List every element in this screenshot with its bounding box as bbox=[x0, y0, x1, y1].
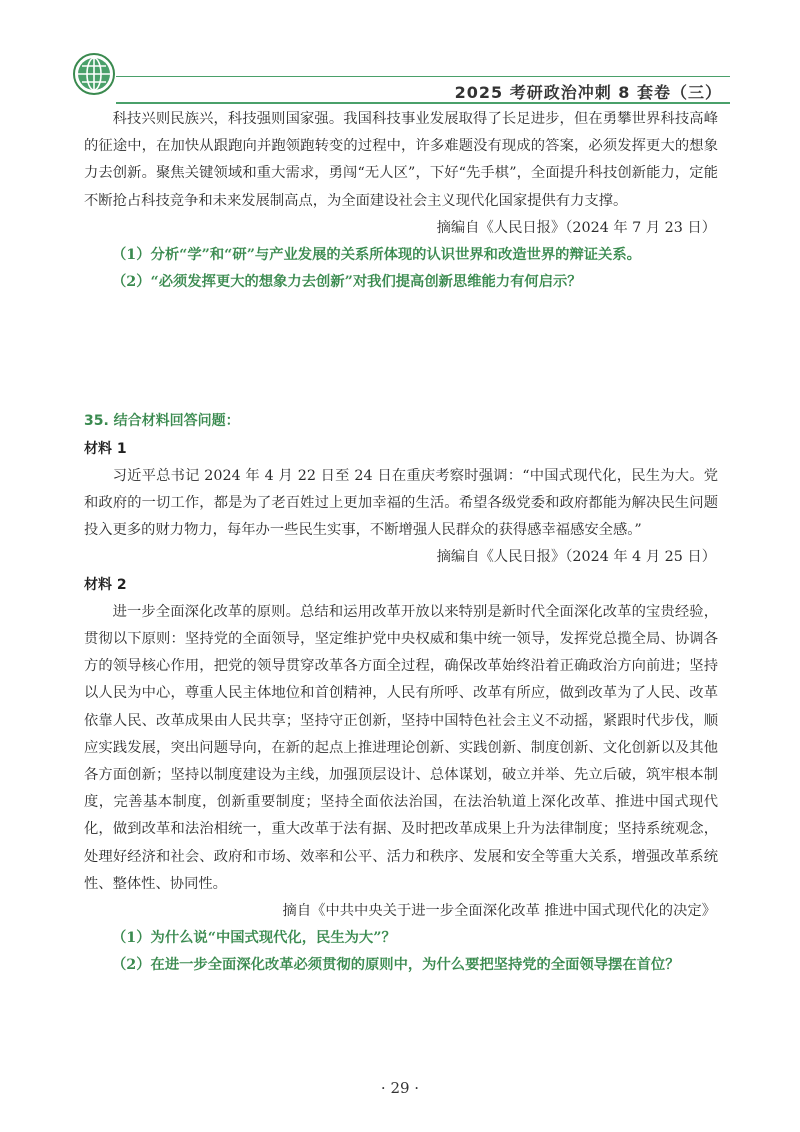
material-2-label: 材料 2 bbox=[84, 576, 127, 593]
material-1-label: 材料 1 bbox=[84, 440, 127, 457]
globe-logo-icon bbox=[72, 52, 116, 96]
material-2-text: 进一步全面深化改革的原则。总结和运用改革开放以来特别是新时代全面深化改革的宝贵经验，贯彻以下原则：坚持党的全面领导，坚定维护党中央权威和集中统一领导，发挥党总揽全局、协调各方的领导核心作用，把党的领导贯穿改革各方面全过程，确保改革始终沿着正确政治方向前进；坚持以人民为中心，尊重人民主体地位和首创精神，人民有所呼、改革有所应，做到改革为了人民、改革依靠人民、改革成果由人民共享；坚持守正创新，坚持中国特色社会主义不动摇，紧跟时代步伐，顺应实践发展，突出问题导向，在新的起点上推进理论创新、实践创新、制度创新、文化创新以及其他各方面创新；坚持以制度建设为主线，加强顶层设计、总体谋划，破立并举、先立后破，筑牢根本制度，完善基本制度，创新重要制度；坚持全面依法治国，在法治轨道上深化改革、推进中国式现代化，做到改革和法治相统一，重大改革于法有据、及时把改革成果上升为法律制度；坚持系统观念，处理好经济和社会、政府和市场、效率和公平、活力和秩序、发展和安全等重大关系，增强改革系统性、整体性、协同性。 bbox=[84, 603, 718, 892]
header-rule-bottom bbox=[116, 102, 730, 104]
header-rule-top bbox=[116, 76, 730, 77]
section1-source: 摘编自《人民日报》（2024 年 7 月 23 日） bbox=[436, 219, 716, 236]
page-header bbox=[70, 50, 730, 100]
section1-question-1: （1）分析“学”和“研”与产业发展的关系所体现的认识世界和改造世界的辩证关系。 bbox=[112, 247, 641, 264]
page-number: · 29 · bbox=[380, 1079, 420, 1097]
section1-paragraph: 科技兴则民族兴，科技强则国家强。我国科技事业发展取得了长足进步，但在勇攀世界科技高峰的征途中，在加快从跟跑向并跑领跑转变的过程中，许多难题没有现成的答案，必须发挥更大的想象力去创新。聚焦关键领域和重大需求，勇闯“无人区”，下好“先手棋”，全面提升科技创新能力，定能不断抢占科技竞争和未来发展制高点，为全面建设社会主义现代化国家提供有力支撑。 bbox=[84, 111, 718, 209]
question-35-title: 35. 结合材料回答问题： bbox=[84, 413, 240, 430]
header-title: 2025 考研政治冲刺 8 套卷（三） bbox=[454, 83, 722, 102]
question-35-sub-2: （2）在进一步全面深化改革必须贯彻的原则中，为什么要把坚持党的全面领导摆在首位？ bbox=[112, 957, 680, 974]
material-1-source: 摘编自《人民日报》（2024 年 4 月 25 日） bbox=[436, 549, 716, 566]
material-2-source: 摘自《中共中央关于进一步全面深化改革 推进中国式现代化的决定》 bbox=[282, 903, 716, 920]
answer-space bbox=[84, 296, 718, 408]
page-content bbox=[84, 106, 718, 980]
material-1-text: 习近平总书记 2024 年 4 月 22 日至 24 日在重庆考察时强调：“中国式现代化，民生为大。党和政府的一切工作，都是为了老百姓过上更加幸福的生活。希望各级党委和政府都能为解决民生问题投入更多的财力物力，每年办一些民生实事，不断增强人民群众的获得感幸福感安全感。” bbox=[84, 467, 718, 539]
section1-question-2: （2）“必须发挥更大的想象力去创新”对我们提高创新思维能力有何启示？ bbox=[112, 274, 582, 291]
question-35-sub-1: （1）为什么说“中国式现代化，民生为大”？ bbox=[112, 930, 396, 947]
